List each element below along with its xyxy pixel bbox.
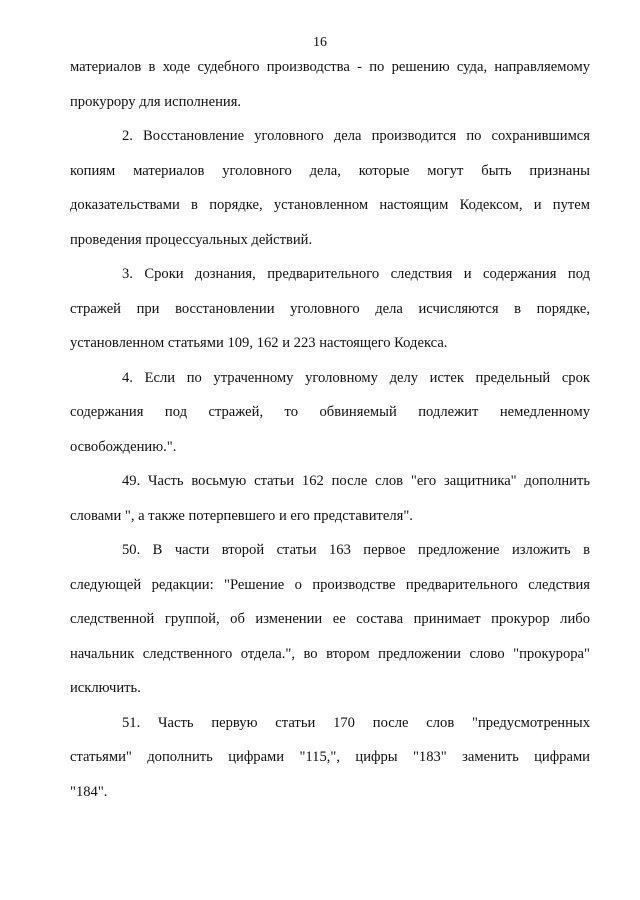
text-line: словами ", а также потерпевшего и его представителя". [70, 507, 413, 524]
paragraph-2-start: 2. Восстановление уголовного дела производится по сохранившимся [122, 128, 590, 144]
text-line: установленном статьями 109, 162 и 223 настоящего Кодекса. [70, 335, 448, 351]
text-line: стражей при восстановлении уголовного дела исчисляются в порядке, [70, 300, 590, 317]
item-50-start: 50. В части второй статьи 163 первое предложение изложить в [122, 542, 590, 558]
text-line: начальник следственного отдела.", во втором предложении слово "прокурора" [70, 645, 590, 662]
text-line: содержания под стражей, то обвиняемый подлежит немедленному [70, 404, 590, 420]
text-line: следующей редакции: "Решение о производстве предварительного следствия [70, 576, 590, 593]
paragraph-3-start: 3. Сроки дознания, предварительного следствия и содержания под [122, 266, 590, 282]
text-line: исключить. [70, 680, 141, 696]
text-line: статьями" дополнить цифрами "115,", цифры "183" заменить цифрами [70, 749, 590, 765]
text-line: проведения процессуальных действий. [70, 231, 313, 248]
text-line: прокурору для исполнения. [70, 93, 242, 110]
item-49-start: 49. Часть восьмую статьи 162 после слов "его защитника" дополнить [122, 473, 590, 489]
paragraph-4-start: 4. Если по утраченному уголовному делу истек предельный срок [122, 369, 590, 386]
text-line: копиям материалов уголовного дела, которые могут быть признаны [70, 162, 590, 179]
text-line: "184". [70, 783, 108, 800]
text-line: материалов в ходе судебного производства - по решению суда, направляемому [70, 59, 590, 75]
text-line: доказательствами в порядке, установленном настоящим Кодексом, и путем [70, 197, 590, 213]
text-line: следственной группой, об изменении ее состава принимает прокурор либо [70, 611, 590, 627]
text-line: освобождению.". [70, 438, 177, 455]
item-51-start: 51. Часть первую статьи 170 после слов "предусмотренных [122, 714, 590, 731]
document-body [70, 50, 590, 809]
page-number: 16 [313, 35, 327, 50]
